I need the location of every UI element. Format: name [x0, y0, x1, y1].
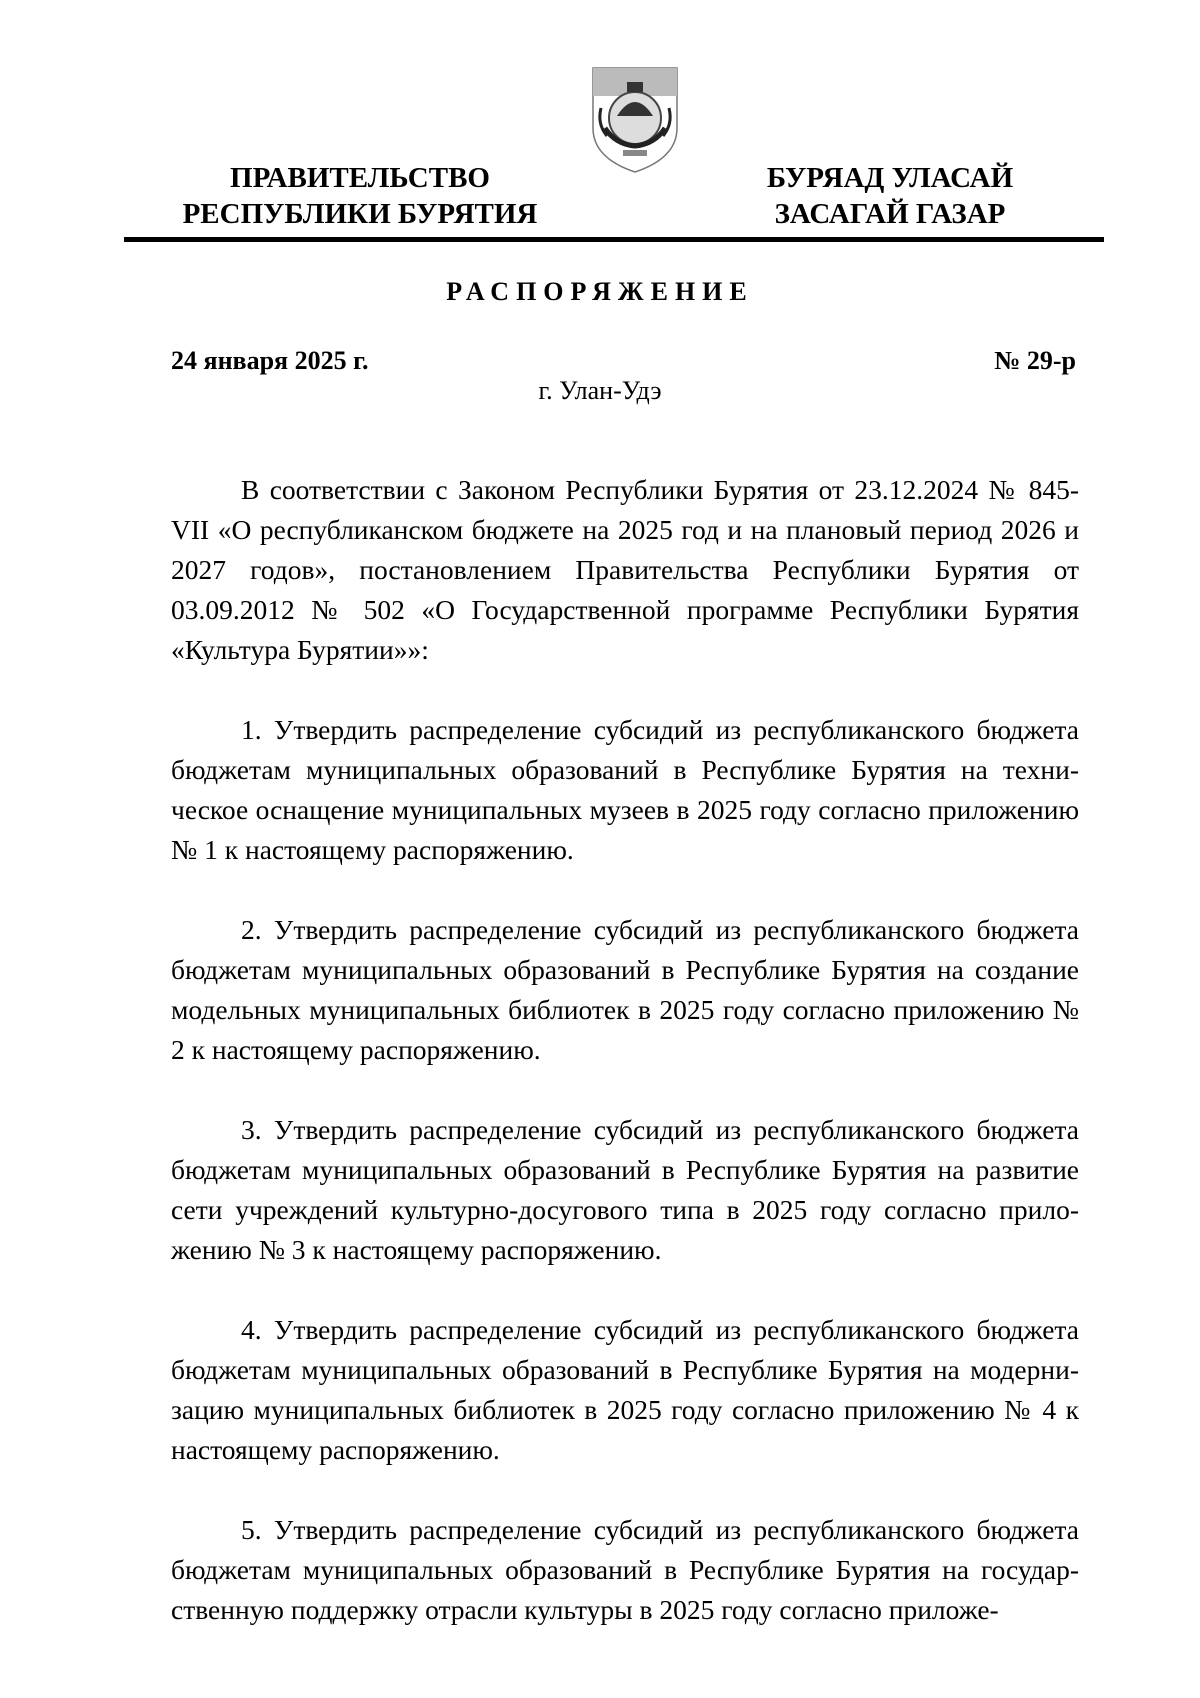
- document-number: № 29-р: [994, 346, 1076, 375]
- clause-paragraph: 5. Утвердить распределение субсидий из республиканского бюджета бюджетам муниципальных образований в Республике Бурятия на государственную поддержку отрасли культуры в 2025 году согласно приложе-: [171, 1514, 1079, 1625]
- government-title-line: РЕСПУБЛИКИ БУРЯТИЯ: [182, 198, 538, 230]
- document-city: г. Улан-Удэ: [538, 376, 662, 405]
- government-title-ru: [170, 160, 550, 232]
- clause-paragraph: 2. Утвердить распределение субсидий из республиканского бюджета бюджетам муниципальных образований в Республике Бурятия на создание модельных муниципальных библиотек в 2025 году согласно приложению № 2 к настоящему распоряжению.: [171, 914, 1079, 1065]
- clause-paragraph: 1. Утвердить распределение субсидий из республиканского бюджета бюджетам муниципальных образований в Республике Бурятия на техническое оснащение муниципальных музеев в 2025 году согласно приложению № 1 к настоящему распоряжению.: [171, 714, 1079, 865]
- government-title-bua: [735, 160, 1045, 232]
- document-type: РАСПОРЯЖЕНИЕ: [446, 277, 754, 306]
- header-divider: [124, 237, 1104, 242]
- document-body: [171, 470, 1079, 1670]
- preamble-paragraph: В соответствии с Законом Республики Бурятия от 23.12.2024 № 845-VII «О республиканском бюджете на 2025 год и на плановый период 2026 и 2027 годов», постановлением Правительства Республики Бурятия от 03.09.2012 № 502 «О Государственной программе Республики Бурятия «Культура Бурятии»»:: [171, 474, 1079, 665]
- clause-paragraph: 4. Утвердить распределение субсидий из республиканского бюджета бюджетам муниципальных образований в Республике Бурятия на модернизацию муниципальных библиотек в 2025 году согласно приложению № 4 к настоящему распоряжению.: [171, 1314, 1079, 1465]
- government-title-line: ЗАСАГАЙ ГАЗАР: [774, 198, 1006, 230]
- coat-of-arms-icon: [587, 58, 683, 176]
- government-title-line: ПРАВИТЕЛЬСТВО: [230, 162, 490, 194]
- clause-paragraph: 3. Утвердить распределение субсидий из республиканского бюджета бюджетам муниципальных образований в Республике Бурятия на развитие сети учреждений культурно-досугового типа в 2025 году согласно приложению № 3 к настоящему распоряжению.: [171, 1114, 1079, 1265]
- government-title-line: БУРЯАД УЛАСАЙ: [766, 162, 1014, 194]
- document-date: 24 января 2025 г.: [171, 346, 369, 375]
